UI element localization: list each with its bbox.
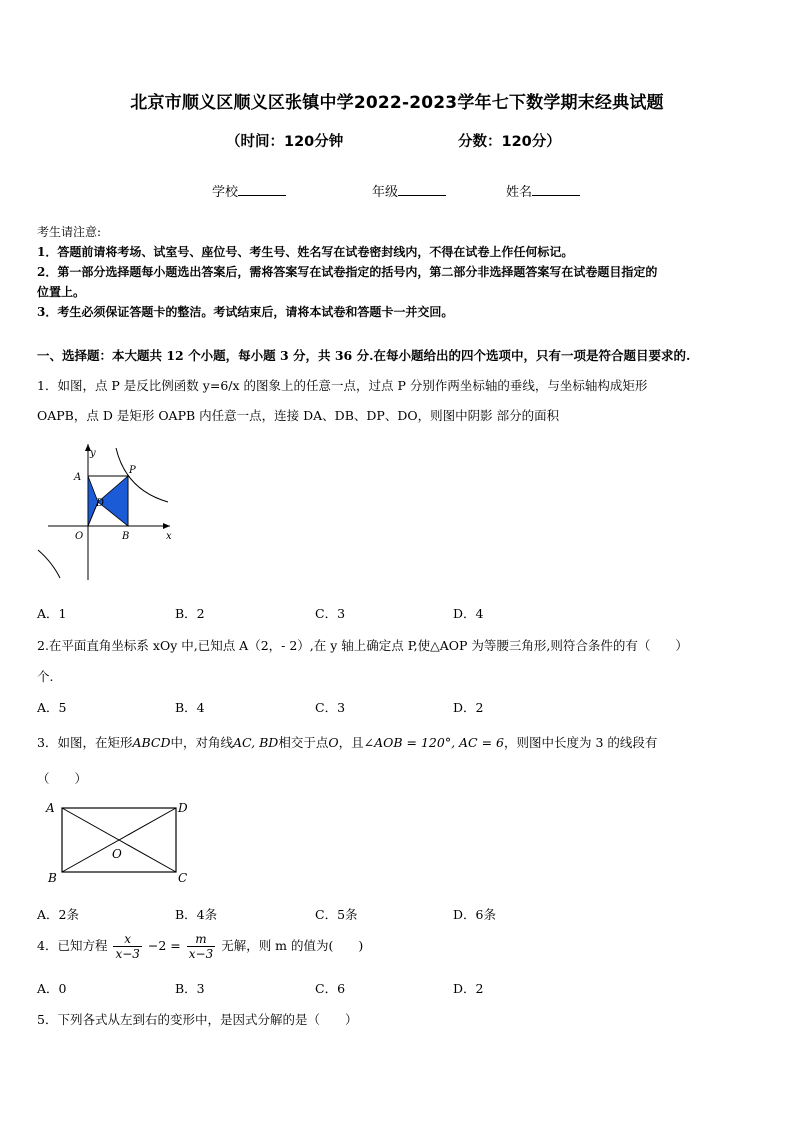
q4-frac2-numerator: m xyxy=(187,932,215,947)
q4-option-a: A．0 xyxy=(37,981,67,996)
q1-option-b: B．2 xyxy=(175,606,205,621)
q2-option-c: C．3 xyxy=(315,700,346,715)
exam-time: （时间：120分钟 xyxy=(226,134,344,150)
q4-frac1-numerator: x xyxy=(113,932,141,947)
fig3-label-b: B xyxy=(48,871,57,885)
q5-text: 5．下列各式从左到右的变形中，是因式分解的是（ ） xyxy=(37,1012,358,1027)
q3-text-part4: ，且 xyxy=(338,735,364,750)
school-label: 学校 xyxy=(212,185,239,200)
q1-text-line2: OAPB，点 D 是矩形 OAPB 内任意一点，连接 DA、DB、DP、DO，则图中阴影 部分的面积 xyxy=(37,408,560,423)
q2-option-a: A．5 xyxy=(37,700,67,715)
q3-text-part1: 3．如图，在矩形 xyxy=(37,735,133,750)
q4-suffix: 无解，则 m 的值为( ) xyxy=(221,938,364,953)
q4-text xyxy=(37,932,363,961)
q3-option-b: B．4条 xyxy=(175,907,218,922)
q1-option-c: C．3 xyxy=(315,606,346,621)
q3-text-part2: 中，对角线 xyxy=(170,735,234,750)
fig1-label-x: x xyxy=(166,531,172,542)
q4-option-b: B．3 xyxy=(175,981,205,996)
name-blank xyxy=(532,183,580,196)
section-title: 一、选择题：本大题共 12 个小题，每小题 3 分，共 36 分.在每小题给出的四个选项中，只有一项是符合题目要求的. xyxy=(37,348,691,363)
q2-option-b: B．4 xyxy=(175,700,205,715)
q3-option-d: D．6条 xyxy=(453,907,496,922)
q1-figure xyxy=(30,440,180,585)
q3-text-line2: （ ） xyxy=(37,771,88,786)
q3-text-line1 xyxy=(37,733,657,751)
grade-blank xyxy=(398,183,446,196)
school-blank xyxy=(238,183,286,196)
q3-option-c: C．5条 xyxy=(315,907,358,922)
q4-fraction-2 xyxy=(187,932,215,961)
notice-block xyxy=(37,222,767,322)
q3-point-o: O xyxy=(328,735,339,750)
fig1-label-b: B xyxy=(122,531,130,542)
fig1-label-y: y xyxy=(90,448,96,459)
notice-heading: 考生请注意: xyxy=(37,225,102,239)
name-label: 姓名 xyxy=(506,185,533,200)
q2-option-d: D．2 xyxy=(453,700,484,715)
fig3-label-o: O xyxy=(112,847,122,861)
q3-diagonals: AC, BD xyxy=(233,735,279,750)
exam-score: 分数：120分） xyxy=(458,134,561,150)
q3-text-part3: 相交于点 xyxy=(278,735,329,750)
grade-label: 年级 xyxy=(372,185,399,200)
q4-option-c: C．6 xyxy=(315,981,346,996)
q4-frac2-denominator: x−3 xyxy=(188,947,214,961)
q3-rect-name: ABCD xyxy=(132,735,171,750)
fig3-label-a: A xyxy=(46,801,55,815)
q1-text-line1: 1．如图，点 P 是反比例函数 y=6/x 的图象上的任意一点，过点 P 分别作两坐标轴的垂线，与坐标轴构成矩形 xyxy=(37,378,648,393)
q4-fraction-1 xyxy=(113,932,141,961)
q1-option-a: A．1 xyxy=(37,606,67,621)
q3-option-a: A．2条 xyxy=(37,907,79,922)
notice-item-2: 2．第一部分选择题每小题选出答案后，需将答案写在试卷指定的括号内，第二部分非选择题答案写在试卷题目指定的 xyxy=(37,265,658,279)
notice-item-2-cont: 位置上。 xyxy=(37,285,86,299)
q4-frac1-denominator: x−3 xyxy=(115,947,140,961)
fig1-label-p: P xyxy=(129,465,136,476)
fig1-label-o: O xyxy=(75,531,84,542)
q4-prefix: 4．已知方程 xyxy=(37,938,108,953)
fig3-label-d: D xyxy=(178,801,188,815)
school-field xyxy=(212,181,286,200)
page-title: 北京市顺义区顺义区张镇中学2022-2023学年七下数学期末经典试题 xyxy=(130,93,664,113)
notice-item-1: 1．答题前请将考场、试室号、座位号、考生号、姓名写在试卷密封线内，不得在试卷上作任何标记。 xyxy=(37,245,574,259)
q2-text-line2: 个. xyxy=(37,669,54,684)
notice-item-3: 3．考生必须保证答题卡的整洁。考试结束后，请将本试卷和答题卡一并交回。 xyxy=(37,305,454,319)
fig3-label-c: C xyxy=(178,871,188,885)
q2-text-line1: 2.在平面直角坐标系 xOy 中,已知点 A（2，- 2）,在 y 轴上确定点 P,使△AOP 为等腰三角形,则符合条件的有（ ） xyxy=(37,638,688,653)
q3-figure xyxy=(40,796,200,886)
name-field xyxy=(506,181,580,200)
fig1-label-d: D xyxy=(96,498,105,509)
fig1-label-a: A xyxy=(74,472,82,483)
q4-option-d: D．2 xyxy=(453,981,484,996)
grade-field xyxy=(372,181,446,200)
q1-option-d: D．4 xyxy=(453,606,484,621)
q4-mid: −2 = xyxy=(147,938,181,953)
q3-condition: ∠AOB = 120°, AC = 6 xyxy=(363,735,504,750)
q3-text-part5: ，则图中长度为 3 的线段有 xyxy=(503,735,658,750)
